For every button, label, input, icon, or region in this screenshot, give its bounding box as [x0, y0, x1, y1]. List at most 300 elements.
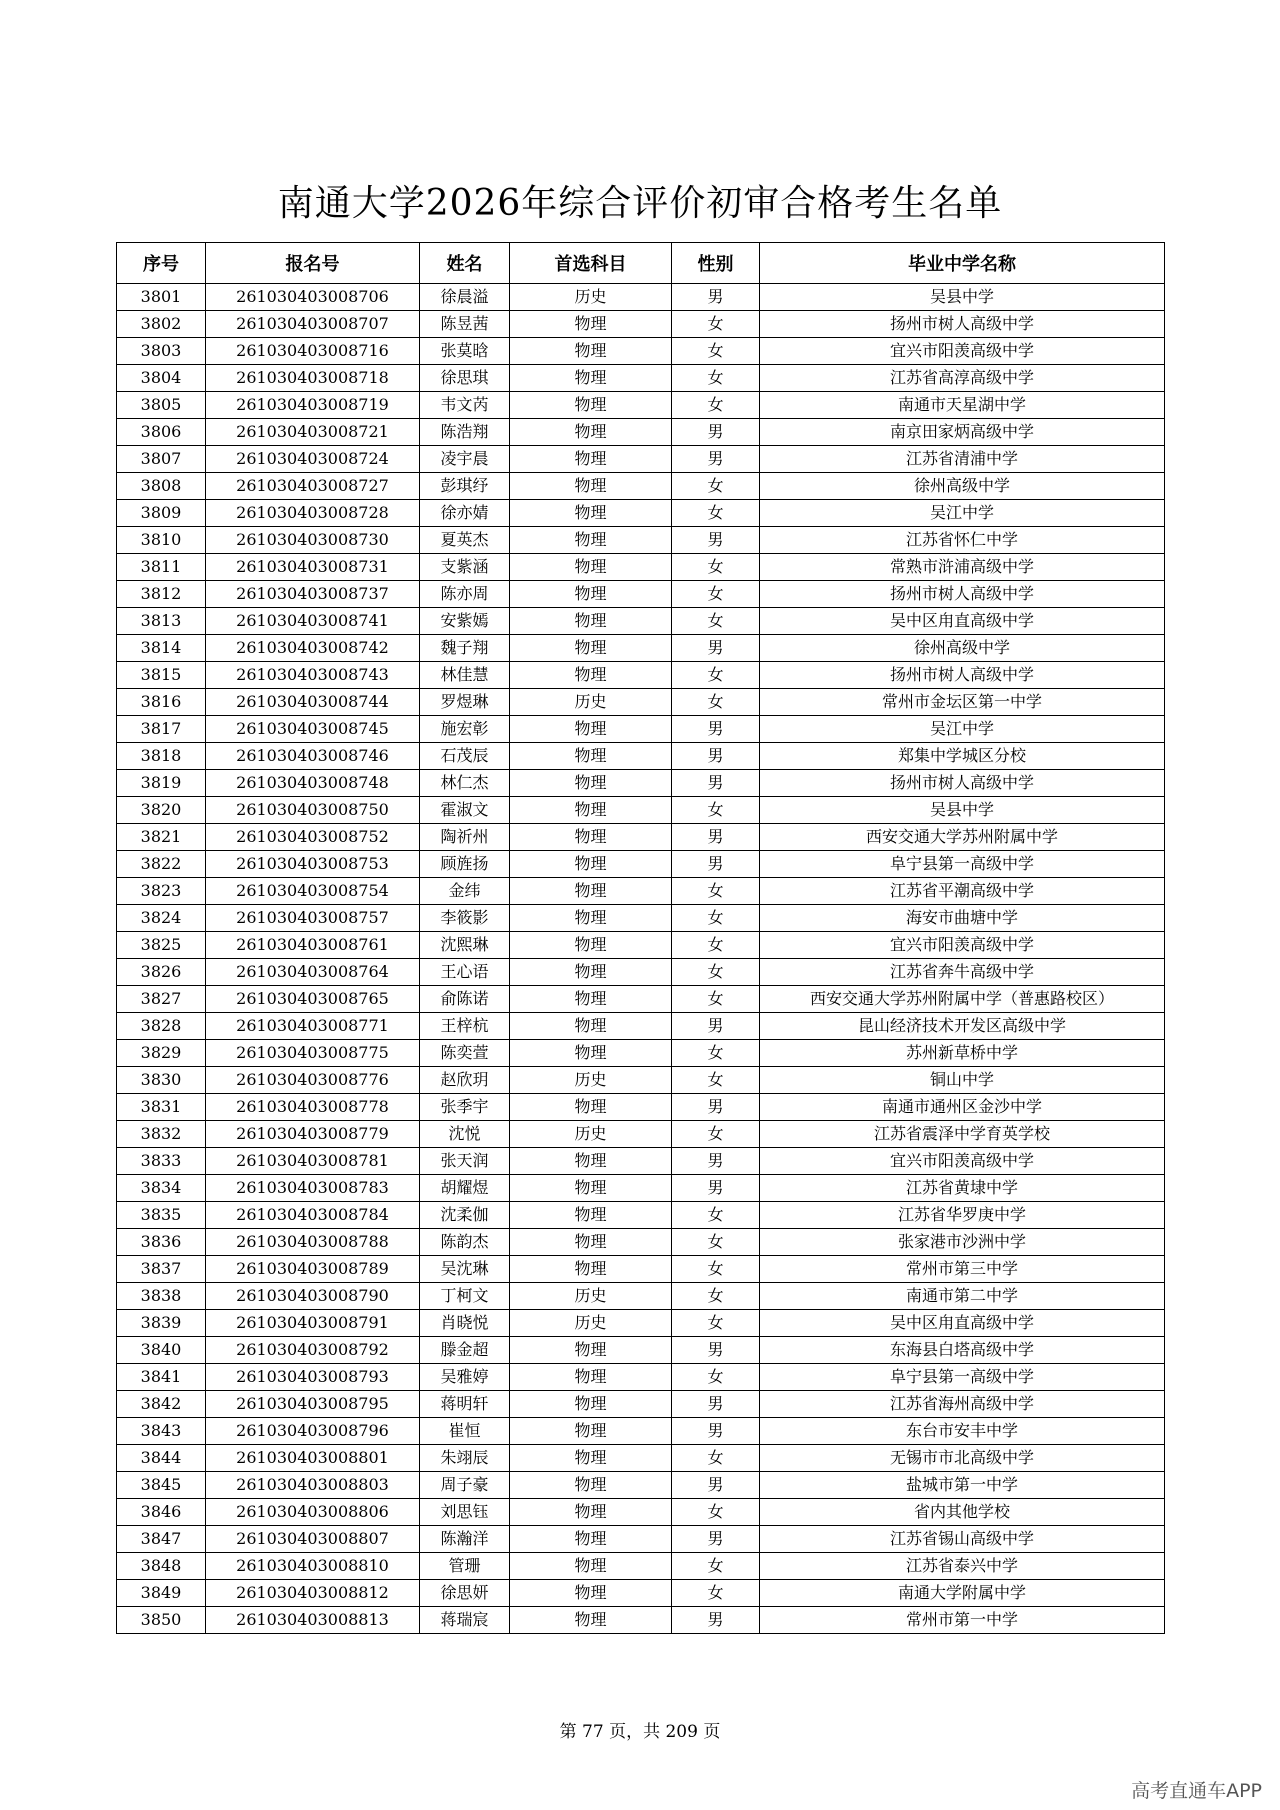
cell-subject: 物理: [510, 1256, 672, 1283]
cell-subject: 物理: [510, 1229, 672, 1256]
cell-index: 3803: [117, 338, 206, 365]
cell-subject: 物理: [510, 743, 672, 770]
cell-name: 滕金超: [420, 1337, 510, 1364]
watermark: 高考直通车APP: [1131, 1780, 1262, 1802]
cell-registration-number: 261030403008707: [206, 311, 420, 338]
cell-registration-number: 261030403008789: [206, 1256, 420, 1283]
cell-school: 南通市第二中学: [760, 1283, 1165, 1310]
table-row: [117, 770, 1165, 797]
cell-school: 徐州高级中学: [760, 473, 1165, 500]
cell-registration-number: 261030403008801: [206, 1445, 420, 1472]
cell-gender: 男: [672, 1526, 760, 1553]
cell-subject: 物理: [510, 1094, 672, 1121]
table-row: [117, 1364, 1165, 1391]
cell-index: 3806: [117, 419, 206, 446]
table-row: [117, 1202, 1165, 1229]
cell-registration-number: 261030403008788: [206, 1229, 420, 1256]
cell-name: 肖晓悦: [420, 1310, 510, 1337]
cell-index: 3835: [117, 1202, 206, 1229]
cell-name: 顾旌扬: [420, 851, 510, 878]
table-row: [117, 743, 1165, 770]
cell-school: 西安交通大学苏州附属中学: [760, 824, 1165, 851]
cell-gender: 女: [672, 1553, 760, 1580]
cell-gender: 男: [672, 635, 760, 662]
cell-gender: 男: [672, 1337, 760, 1364]
cell-school: 扬州市树人高级中学: [760, 770, 1165, 797]
table-row: [117, 1472, 1165, 1499]
cell-school: 盐城市第一中学: [760, 1472, 1165, 1499]
cell-name: 罗煜琳: [420, 689, 510, 716]
cell-gender: 女: [672, 689, 760, 716]
cell-name: 沈柔伽: [420, 1202, 510, 1229]
cell-name: 陈奕萱: [420, 1040, 510, 1067]
table-row: [117, 500, 1165, 527]
cell-school: 吴县中学: [760, 284, 1165, 311]
cell-subject: 物理: [510, 419, 672, 446]
cell-registration-number: 261030403008745: [206, 716, 420, 743]
cell-registration-number: 261030403008757: [206, 905, 420, 932]
cell-school: 省内其他学校: [760, 1499, 1165, 1526]
table-row: [117, 689, 1165, 716]
cell-index: 3840: [117, 1337, 206, 1364]
cell-index: 3837: [117, 1256, 206, 1283]
table-row: [117, 1094, 1165, 1121]
cell-school: 常州市第一中学: [760, 1607, 1165, 1634]
cell-school: 扬州市树人高级中学: [760, 662, 1165, 689]
cell-gender: 男: [672, 1418, 760, 1445]
cell-registration-number: 261030403008803: [206, 1472, 420, 1499]
cell-subject: 物理: [510, 986, 672, 1013]
table-row: [117, 662, 1165, 689]
cell-index: 3813: [117, 608, 206, 635]
cell-gender: 女: [672, 554, 760, 581]
table-row: [117, 284, 1165, 311]
cell-gender: 女: [672, 1202, 760, 1229]
cell-subject: 物理: [510, 1445, 672, 1472]
cell-registration-number: 261030403008737: [206, 581, 420, 608]
cell-registration-number: 261030403008771: [206, 1013, 420, 1040]
cell-index: 3814: [117, 635, 206, 662]
cell-index: 3844: [117, 1445, 206, 1472]
table-row: [117, 851, 1165, 878]
cell-name: 沈熙琳: [420, 932, 510, 959]
cell-name: 沈悦: [420, 1121, 510, 1148]
cell-index: 3849: [117, 1580, 206, 1607]
cell-school: 扬州市树人高级中学: [760, 581, 1165, 608]
cell-gender: 男: [672, 419, 760, 446]
cell-subject: 物理: [510, 662, 672, 689]
cell-subject: 物理: [510, 1580, 672, 1607]
cell-gender: 女: [672, 878, 760, 905]
cell-index: 3822: [117, 851, 206, 878]
table-row: [117, 716, 1165, 743]
cell-gender: 女: [672, 311, 760, 338]
cell-gender: 女: [672, 473, 760, 500]
cell-index: 3836: [117, 1229, 206, 1256]
cell-subject: 物理: [510, 959, 672, 986]
cell-subject: 物理: [510, 1040, 672, 1067]
cell-index: 3839: [117, 1310, 206, 1337]
cell-index: 3827: [117, 986, 206, 1013]
cell-school: 常州市金坛区第一中学: [760, 689, 1165, 716]
cell-name: 徐亦婧: [420, 500, 510, 527]
cell-index: 3820: [117, 797, 206, 824]
cell-index: 3804: [117, 365, 206, 392]
cell-registration-number: 261030403008807: [206, 1526, 420, 1553]
cell-subject: 物理: [510, 365, 672, 392]
cell-subject: 物理: [510, 392, 672, 419]
cell-registration-number: 261030403008775: [206, 1040, 420, 1067]
cell-gender: 女: [672, 1499, 760, 1526]
cell-subject: 物理: [510, 581, 672, 608]
cell-registration-number: 261030403008719: [206, 392, 420, 419]
cell-gender: 女: [672, 662, 760, 689]
cell-index: 3816: [117, 689, 206, 716]
cell-school: 江苏省平潮高级中学: [760, 878, 1165, 905]
cell-school: 江苏省黄埭中学: [760, 1175, 1165, 1202]
cell-school: 苏州新草桥中学: [760, 1040, 1165, 1067]
cell-registration-number: 261030403008790: [206, 1283, 420, 1310]
table-row: [117, 1175, 1165, 1202]
cell-school: 张家港市沙洲中学: [760, 1229, 1165, 1256]
cell-name: 丁柯文: [420, 1283, 510, 1310]
cell-school: 无锡市市北高级中学: [760, 1445, 1165, 1472]
cell-school: 江苏省奔牛高级中学: [760, 959, 1165, 986]
cell-name: 施宏彰: [420, 716, 510, 743]
table-row: [117, 446, 1165, 473]
cell-school: 常熟市浒浦高级中学: [760, 554, 1165, 581]
cell-gender: 男: [672, 1175, 760, 1202]
cell-gender: 女: [672, 932, 760, 959]
cell-name: 陶祈州: [420, 824, 510, 851]
cell-name: 陈瀚洋: [420, 1526, 510, 1553]
cell-gender: 女: [672, 1256, 760, 1283]
header-subject: 首选科目: [510, 243, 672, 284]
cell-subject: 物理: [510, 1013, 672, 1040]
table-row: [117, 1121, 1165, 1148]
cell-registration-number: 261030403008792: [206, 1337, 420, 1364]
cell-school: 扬州市树人高级中学: [760, 311, 1165, 338]
cell-gender: 男: [672, 851, 760, 878]
cell-registration-number: 261030403008754: [206, 878, 420, 905]
table-row: [117, 527, 1165, 554]
cell-index: 3843: [117, 1418, 206, 1445]
header-school: 毕业中学名称: [760, 243, 1165, 284]
cell-registration-number: 261030403008806: [206, 1499, 420, 1526]
cell-school: 江苏省锡山高级中学: [760, 1526, 1165, 1553]
cell-name: 吴雅婷: [420, 1364, 510, 1391]
cell-index: 3818: [117, 743, 206, 770]
table-row: [117, 1526, 1165, 1553]
cell-registration-number: 261030403008750: [206, 797, 420, 824]
cell-name: 李筱影: [420, 905, 510, 932]
table-row: [117, 1013, 1165, 1040]
cell-registration-number: 261030403008706: [206, 284, 420, 311]
cell-subject: 物理: [510, 770, 672, 797]
table-row: [117, 635, 1165, 662]
cell-school: 西安交通大学苏州附属中学（普惠路校区）: [760, 986, 1165, 1013]
table-row: [117, 932, 1165, 959]
cell-registration-number: 261030403008778: [206, 1094, 420, 1121]
cell-name: 胡耀煜: [420, 1175, 510, 1202]
table-row: [117, 1418, 1165, 1445]
cell-name: 朱翊辰: [420, 1445, 510, 1472]
cell-name: 夏英杰: [420, 527, 510, 554]
cell-school: 南京田家炳高级中学: [760, 419, 1165, 446]
cell-name: 徐思妍: [420, 1580, 510, 1607]
cell-subject: 物理: [510, 1148, 672, 1175]
cell-registration-number: 261030403008764: [206, 959, 420, 986]
cell-school: 宜兴市阳羡高级中学: [760, 338, 1165, 365]
cell-name: 林仁杰: [420, 770, 510, 797]
cell-subject: 物理: [510, 1391, 672, 1418]
cell-registration-number: 261030403008784: [206, 1202, 420, 1229]
table-row: [117, 905, 1165, 932]
cell-gender: 女: [672, 986, 760, 1013]
cell-registration-number: 261030403008795: [206, 1391, 420, 1418]
cell-subject: 物理: [510, 905, 672, 932]
cell-registration-number: 261030403008796: [206, 1418, 420, 1445]
cell-gender: 男: [672, 1391, 760, 1418]
cell-registration-number: 261030403008779: [206, 1121, 420, 1148]
cell-gender: 女: [672, 500, 760, 527]
cell-index: 3846: [117, 1499, 206, 1526]
table-header-row: [117, 243, 1165, 284]
cell-subject: 物理: [510, 527, 672, 554]
cell-subject: 物理: [510, 851, 672, 878]
table-row: [117, 311, 1165, 338]
table-row: [117, 1283, 1165, 1310]
cell-name: 霍淑文: [420, 797, 510, 824]
cell-subject: 物理: [510, 608, 672, 635]
cell-index: 3821: [117, 824, 206, 851]
cell-registration-number: 261030403008724: [206, 446, 420, 473]
cell-subject: 历史: [510, 689, 672, 716]
cell-index: 3841: [117, 1364, 206, 1391]
cell-registration-number: 261030403008718: [206, 365, 420, 392]
cell-registration-number: 261030403008752: [206, 824, 420, 851]
table-row: [117, 554, 1165, 581]
cell-index: 3824: [117, 905, 206, 932]
cell-subject: 物理: [510, 824, 672, 851]
cell-gender: 女: [672, 1445, 760, 1472]
table-row: [117, 1580, 1165, 1607]
cell-index: 3823: [117, 878, 206, 905]
cell-name: 陈亦周: [420, 581, 510, 608]
table-row: [117, 959, 1165, 986]
cell-subject: 物理: [510, 635, 672, 662]
cell-school: 南通大学附属中学: [760, 1580, 1165, 1607]
cell-index: 3833: [117, 1148, 206, 1175]
cell-school: 徐州高级中学: [760, 635, 1165, 662]
table-row: [117, 365, 1165, 392]
table-row: [117, 878, 1165, 905]
cell-gender: 男: [672, 1013, 760, 1040]
cell-subject: 物理: [510, 1472, 672, 1499]
cell-school: 吴县中学: [760, 797, 1165, 824]
table-body: [117, 284, 1165, 1634]
cell-index: 3842: [117, 1391, 206, 1418]
cell-subject: 物理: [510, 1337, 672, 1364]
table-row: [117, 608, 1165, 635]
cell-school: 铜山中学: [760, 1067, 1165, 1094]
cell-subject: 物理: [510, 1418, 672, 1445]
cell-registration-number: 261030403008727: [206, 473, 420, 500]
table-row: [117, 473, 1165, 500]
cell-name: 崔恒: [420, 1418, 510, 1445]
cell-subject: 物理: [510, 1499, 672, 1526]
cell-subject: 物理: [510, 500, 672, 527]
cell-index: 3817: [117, 716, 206, 743]
cell-gender: 女: [672, 365, 760, 392]
cell-school: 东海县白塔高级中学: [760, 1337, 1165, 1364]
table-row: [117, 1067, 1165, 1094]
cell-name: 刘思钰: [420, 1499, 510, 1526]
cell-name: 管珊: [420, 1553, 510, 1580]
cell-gender: 男: [672, 284, 760, 311]
cell-index: 3830: [117, 1067, 206, 1094]
cell-school: 江苏省华罗庚中学: [760, 1202, 1165, 1229]
cell-school: 阜宁县第一高级中学: [760, 1364, 1165, 1391]
cell-registration-number: 261030403008812: [206, 1580, 420, 1607]
cell-subject: 物理: [510, 473, 672, 500]
cell-gender: 男: [672, 824, 760, 851]
cell-name: 徐思琪: [420, 365, 510, 392]
cell-registration-number: 261030403008783: [206, 1175, 420, 1202]
cell-subject: 物理: [510, 1526, 672, 1553]
cell-registration-number: 261030403008746: [206, 743, 420, 770]
candidate-table: [116, 242, 1165, 1634]
cell-index: 3832: [117, 1121, 206, 1148]
header-registration-number: 报名号: [206, 243, 420, 284]
table-row: [117, 1499, 1165, 1526]
cell-school: 吴中区甪直高级中学: [760, 1310, 1165, 1337]
table-row: [117, 581, 1165, 608]
cell-registration-number: 261030403008793: [206, 1364, 420, 1391]
table-row: [117, 1040, 1165, 1067]
cell-gender: 女: [672, 1040, 760, 1067]
cell-subject: 物理: [510, 797, 672, 824]
cell-subject: 历史: [510, 1310, 672, 1337]
cell-school: 南通市通州区金沙中学: [760, 1094, 1165, 1121]
cell-name: 陈韵杰: [420, 1229, 510, 1256]
table-row: [117, 797, 1165, 824]
cell-index: 3834: [117, 1175, 206, 1202]
cell-index: 3847: [117, 1526, 206, 1553]
cell-index: 3805: [117, 392, 206, 419]
cell-gender: 男: [672, 770, 760, 797]
page-title: 南通大学2026年综合评价初审合格考生名单: [277, 183, 1003, 224]
cell-name: 蒋明轩: [420, 1391, 510, 1418]
cell-gender: 女: [672, 1364, 760, 1391]
cell-school: 郑集中学城区分校: [760, 743, 1165, 770]
cell-registration-number: 261030403008813: [206, 1607, 420, 1634]
cell-name: 赵欣玥: [420, 1067, 510, 1094]
cell-gender: 男: [672, 1148, 760, 1175]
cell-gender: 男: [672, 446, 760, 473]
cell-school: 江苏省海州高级中学: [760, 1391, 1165, 1418]
cell-name: 王心语: [420, 959, 510, 986]
cell-registration-number: 261030403008716: [206, 338, 420, 365]
header-name: 姓名: [420, 243, 510, 284]
cell-registration-number: 261030403008761: [206, 932, 420, 959]
table-row: [117, 1445, 1165, 1472]
cell-index: 3850: [117, 1607, 206, 1634]
cell-index: 3810: [117, 527, 206, 554]
cell-subject: 物理: [510, 338, 672, 365]
cell-registration-number: 261030403008728: [206, 500, 420, 527]
cell-subject: 物理: [510, 1553, 672, 1580]
cell-index: 3828: [117, 1013, 206, 1040]
cell-name: 凌宇晨: [420, 446, 510, 473]
cell-school: 东台市安丰中学: [760, 1418, 1165, 1445]
cell-registration-number: 261030403008810: [206, 1553, 420, 1580]
table-row: [117, 338, 1165, 365]
cell-gender: 女: [672, 608, 760, 635]
cell-school: 阜宁县第一高级中学: [760, 851, 1165, 878]
cell-name: 彭琪纾: [420, 473, 510, 500]
table-row: [117, 1391, 1165, 1418]
cell-school: 江苏省怀仁中学: [760, 527, 1165, 554]
cell-subject: 物理: [510, 878, 672, 905]
cell-gender: 女: [672, 1580, 760, 1607]
cell-subject: 历史: [510, 1121, 672, 1148]
cell-school: 江苏省高淳高级中学: [760, 365, 1165, 392]
cell-name: 支紫涵: [420, 554, 510, 581]
table-row: [117, 1553, 1165, 1580]
cell-name: 金纬: [420, 878, 510, 905]
table-row: [117, 1229, 1165, 1256]
cell-name: 林佳慧: [420, 662, 510, 689]
cell-gender: 女: [672, 1283, 760, 1310]
cell-gender: 男: [672, 743, 760, 770]
cell-index: 3807: [117, 446, 206, 473]
cell-gender: 男: [672, 527, 760, 554]
cell-registration-number: 261030403008781: [206, 1148, 420, 1175]
cell-subject: 物理: [510, 1202, 672, 1229]
cell-gender: 女: [672, 797, 760, 824]
cell-registration-number: 261030403008721: [206, 419, 420, 446]
cell-subject: 物理: [510, 554, 672, 581]
cell-gender: 男: [672, 1472, 760, 1499]
table-row: [117, 419, 1165, 446]
cell-index: 3826: [117, 959, 206, 986]
cell-name: 周子豪: [420, 1472, 510, 1499]
cell-gender: 女: [672, 1067, 760, 1094]
cell-subject: 历史: [510, 1067, 672, 1094]
cell-registration-number: 261030403008730: [206, 527, 420, 554]
cell-name: 魏子翔: [420, 635, 510, 662]
cell-registration-number: 261030403008731: [206, 554, 420, 581]
cell-subject: 历史: [510, 1283, 672, 1310]
cell-registration-number: 261030403008791: [206, 1310, 420, 1337]
cell-subject: 物理: [510, 716, 672, 743]
cell-name: 陈浩翔: [420, 419, 510, 446]
page-footer: 第 77 页，共 209 页: [559, 1722, 721, 1742]
cell-subject: 历史: [510, 284, 672, 311]
cell-index: 3811: [117, 554, 206, 581]
cell-registration-number: 261030403008748: [206, 770, 420, 797]
header-gender: 性别: [672, 243, 760, 284]
cell-school: 常州市第三中学: [760, 1256, 1165, 1283]
cell-index: 3825: [117, 932, 206, 959]
cell-subject: 物理: [510, 446, 672, 473]
cell-registration-number: 261030403008753: [206, 851, 420, 878]
table-row: [117, 1607, 1165, 1634]
cell-name: 王梓杭: [420, 1013, 510, 1040]
cell-name: 韦文芮: [420, 392, 510, 419]
cell-registration-number: 261030403008743: [206, 662, 420, 689]
